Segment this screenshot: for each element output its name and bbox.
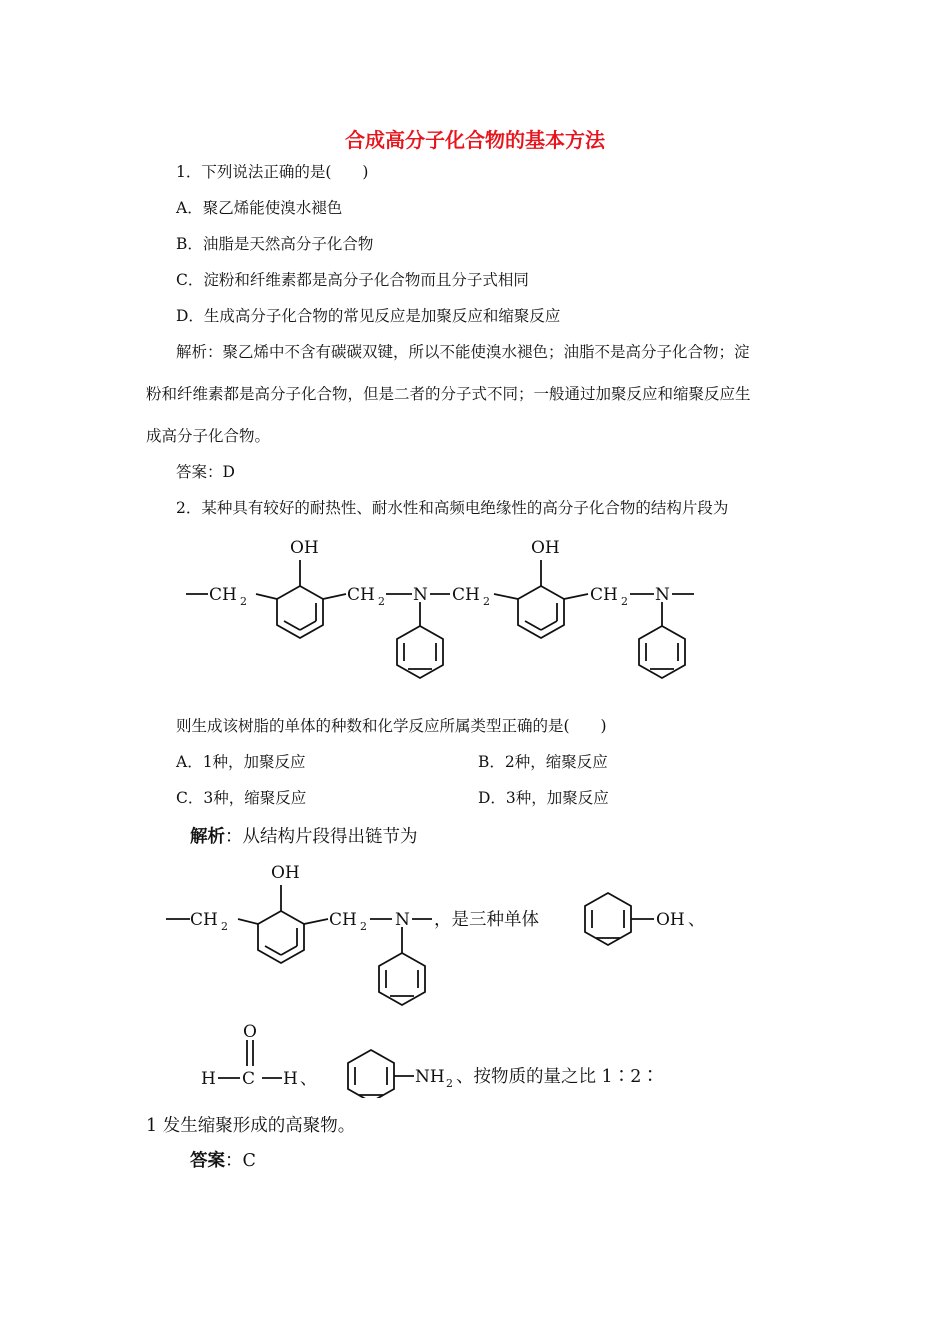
ch2-label-2: CH — [347, 585, 375, 605]
oh-label-2: OH — [531, 538, 560, 558]
ch2-sub-4: 2 — [621, 595, 628, 608]
repeat-ch2-sub-1: 2 — [221, 920, 228, 933]
q1-stem: 1．下列说法正确的是( ) — [176, 163, 369, 181]
repeat-ch2-label-2: CH — [329, 910, 357, 930]
oh-label-1: OH — [290, 538, 319, 558]
q1-option-c: C．淀粉和纤维素都是高分子化合物而且分子式相同 — [176, 271, 529, 289]
q2-option-c: C．3种，缩聚反应 — [176, 789, 307, 807]
q2-analysis-label: 解析 — [190, 827, 225, 847]
phenol-comma: 、 — [688, 910, 705, 930]
n-label-2: N — [655, 585, 670, 605]
ch2-sub-1: 2 — [240, 595, 247, 608]
q1-analysis-line1: 解析：聚乙烯中不含有碳碳双键，所以不能使溴水褪色；油脂不是高分子化合物；淀 — [176, 343, 750, 361]
repeat-unit-structure — [0, 855, 950, 1015]
ratio-tail: 1 发生缩聚形成的高聚物。 — [146, 1116, 356, 1136]
q2-stem: 2．某种具有较好的耐热性、耐水性和高频电绝缘性的高分子化合物的结构片段为 — [176, 499, 729, 517]
q1-option-a: A．聚乙烯能使溴水褪色 — [176, 199, 343, 217]
formaldehyde-h-left: H — [201, 1069, 216, 1089]
ch2-label-1: CH — [209, 585, 237, 605]
q2-answer-value: ：C — [225, 1151, 256, 1171]
q2-analysis-intro-text: ：从结构片段得出链节为 — [225, 827, 418, 847]
q1-analysis-line3: 成高分子化合物。 — [146, 427, 271, 445]
ch2-sub-2: 2 — [378, 595, 385, 608]
analysis-mid-text: ，是三种单体 — [434, 910, 539, 930]
q2-analysis-intro — [190, 827, 418, 847]
repeat-oh-label: OH — [271, 863, 300, 883]
ch2-label-4: CH — [590, 585, 618, 605]
repeat-n-label: N — [395, 910, 410, 930]
formaldehyde-o: O — [243, 1022, 257, 1042]
document-title: 合成高分子化合物的基本方法 — [345, 128, 605, 152]
aniline-nh-sub: 2 — [446, 1077, 453, 1090]
formaldehyde-comma: 、 — [300, 1069, 317, 1089]
q2-option-a: A．1种，加聚反应 — [176, 753, 306, 771]
q2-question: 则生成该树脂的单体的种数和化学反应所属类型正确的是( ) — [176, 717, 607, 735]
q1-analysis-line2: 粉和纤维素都是高分子化合物，但是二者的分子式不同；一般通过加聚反应和缩聚反应生 — [146, 385, 751, 403]
ratio-text: 、按物质的量之比 1∶2∶ — [456, 1067, 659, 1087]
q1-option-b: B．油脂是天然高分子化合物 — [176, 235, 374, 253]
q2-answer-label: 答案 — [190, 1151, 225, 1171]
q2-option-d: D．3种，加聚反应 — [478, 789, 609, 807]
q2-answer — [190, 1151, 256, 1171]
repeat-ch2-label-1: CH — [190, 910, 218, 930]
ch2-sub-3: 2 — [483, 595, 490, 608]
n-label-1: N — [413, 585, 428, 605]
q2-option-b: B．2种，缩聚反应 — [478, 753, 608, 771]
phenol-oh-label: OH — [656, 910, 685, 930]
formaldehyde-c: C — [242, 1069, 256, 1089]
polymer-structure-fragment — [0, 530, 950, 715]
q1-option-d: D．生成高分子化合物的常见反应是加聚反应和缩聚反应 — [176, 307, 561, 325]
ch2-label-3: CH — [452, 585, 480, 605]
repeat-ch2-sub-2: 2 — [360, 920, 367, 933]
aniline-nh-label: NH — [415, 1067, 445, 1087]
monomer-row — [0, 1018, 950, 1098]
q1-answer: 答案：D — [176, 463, 235, 481]
formaldehyde-h-right: H — [283, 1069, 298, 1089]
